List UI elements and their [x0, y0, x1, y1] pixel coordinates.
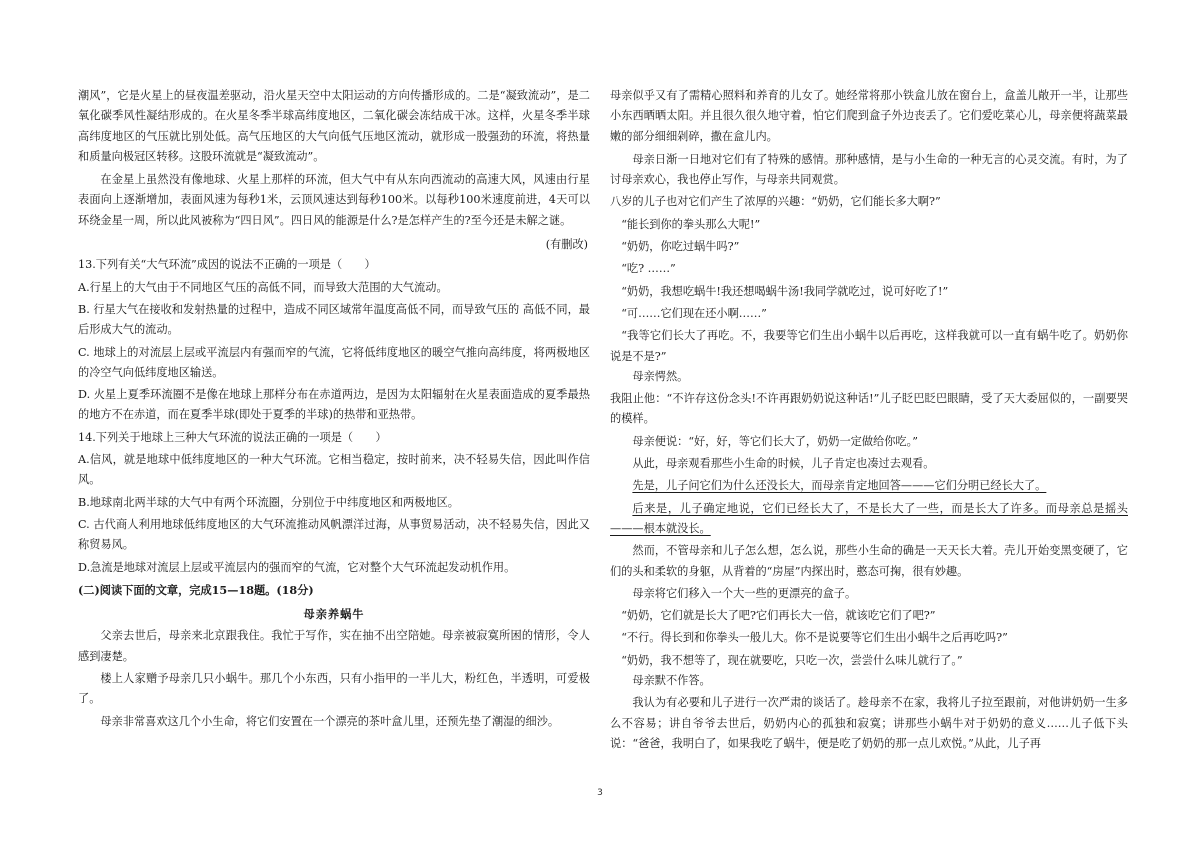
question-stem: 14.下列关于地球上三种大气环流的说法正确的一项是（ ）	[78, 430, 387, 444]
article-paragraph: 母亲便说：“好，好，等它们长大了，奶奶一定做给你吃。”	[632, 434, 918, 448]
dialogue-line: “奶奶，我不想等了，现在就要吃，只吃一次，尝尝什么味儿就行了。”	[621, 653, 963, 667]
underlined-sentence: 后来是，儿子确定地说，它们已经长大了，不是长大了一些，而是长大了许多。而母亲总是摇头———根本就没长。	[610, 501, 1128, 535]
option-c: C. 地球上的对流层上层或平流层内有强而窄的气流，它将低纬度地区的暖空气推向高纬度，将两极地区的冷空气向低纬度地区输送。	[78, 345, 590, 379]
article-paragraph: 父亲去世后，母亲来北京跟我住。我忙于写作，实在抽不出空陪她。母亲被寂寞所困的情形，令人感到凄楚。	[78, 629, 590, 663]
right-column	[610, 86, 1128, 754]
dialogue-line: “吃? ……”	[621, 262, 676, 276]
dialogue-line: “可……它们现在还小啊……”	[621, 306, 767, 320]
option-a: A.信风，就是地球中低纬度地区的一种大气环流。它相当稳定，按时前来，决不轻易失信，因此叫作信风。	[78, 453, 590, 487]
article-title: 母亲养蜗牛	[303, 607, 365, 622]
article-paragraph: 我认为有必要和儿子进行一次严肃的谈话了。趁母亲不在家，我将儿子拉至跟前，对他讲奶奶一生多么不容易；讲自爷爷去世后，奶奶内心的孤独和寂寞；讲那些小蜗牛对于奶奶的意义……儿子低下头说：“爸爸，我明白了，如果我吃了蜗牛，便是吃了奶奶的那一点儿欢悦。”从此，儿子再	[610, 696, 1128, 750]
page-number: 3	[597, 788, 603, 798]
article-paragraph: 母亲愕然。	[632, 369, 689, 383]
article-paragraph: 母亲非常喜欢这几个小生命，将它们安置在一个漂亮的茶叶盒儿里，还预先垫了潮湿的细沙。	[100, 714, 560, 728]
dialogue-line: “奶奶，我想吃蜗牛!我还想喝蜗牛汤!我同学就吃过，说可好吃了!”	[621, 284, 949, 298]
option-c: C. 古代商人利用地球低纬度地区的大气环流推动风帆漂洋过海，从事贸易活动，决不轻易失信，因此又称贸易风。	[78, 517, 590, 552]
dialogue-line: “不行。得长到和你拳头一般儿大。你不是说要等它们生出小蜗牛之后再吃吗?”	[621, 631, 1008, 645]
dialogue-line: “能长到你的拳头那么大呢!”	[621, 217, 761, 231]
article-paragraph: 母亲默不作答。	[632, 674, 711, 688]
article-paragraph: 母亲将它们移入一个大一些的更漂亮的盒子。	[632, 586, 857, 600]
article-paragraph: 我阻止他：“不许存这份念头!不许再跟奶奶说这种话!”儿子眨巴眨巴眼睛，受了天大委屈似的，一副要哭的模样。	[610, 392, 1128, 426]
option-d: D.急流是地球对流层上层或平流层内的强而窄的气流，它对整个大气环流起发动机作用。	[78, 560, 516, 574]
source-note: (有删改)	[545, 238, 588, 252]
dialogue-line: “奶奶，它们就是长大了吧?它们再长大一倍，就该吃它们了吧?”	[621, 609, 936, 623]
section-heading: (二)阅读下面的文章，完成15—18题。(18分)	[78, 582, 314, 597]
option-b: B. 行星大气在接收和发射热量的过程中，造成不同区域常年温度高低不同，而导致气压的 高低不同，最后形成大气的流动。	[78, 302, 590, 337]
passage-paragraph: 潮风”，它是火星上的昼夜温差驱动，沿火星天空中太阳运动的方向传播形成的。二是“凝致流动”，是二氧化碳季风性凝结形成的。在火星冬季半球高纬度地区，二氧化碳会冻结成干冰。这样，火星冬季半球高纬度地区的气压就比别处低。高气压地区的大气向低气压地区流动，就形成一股强劲的环流，将热量和质量向极冠区转移。这股环流就是“凝致流动”。	[78, 89, 590, 163]
passage-paragraph: 在金星上虽然没有像地球、火星上那样的环流，但大气中有从东向西流动的高速大风，风速由行星表面向上逐渐增加，表面风速为每秒1米，云顶风速达到每秒100米。以每秒100米速度前进，4天可以环绕金星一周，所以此风被称为“四日风”。四日风的能源是什么?是怎样产生的?至今还是未解之谜。	[78, 173, 590, 227]
article-paragraph: 从此，母亲观看那些小生命的时候，儿子肯定也凑过去观看。	[632, 457, 935, 471]
article-paragraph: 楼上人家赠予母亲几只小蜗牛。那几个小东西，只有小指甲的一半儿大，粉红色，半透明，可爱极了。	[78, 672, 590, 706]
article-paragraph: 母亲日渐一日地对它们有了特殊的感情。那种感情，是与小生命的一种无言的心灵交流。有时，为了讨母亲欢心，我也停止写作，与母亲共同观赏。	[610, 152, 1128, 187]
article-paragraph: 八岁的儿子也对它们产生了浓厚的兴趣：“奶奶，它们能长多大啊?”	[610, 195, 941, 209]
option-b: B.地球南北两半球的大气中有两个环流圈，分别位于中纬度地区和两极地区。	[78, 495, 459, 509]
question-stem: 13.下列有关“大气环流”成因的说法不正确的一项是（ ）	[78, 258, 376, 272]
dialogue-line: “奶奶，你吃过蜗牛吗?”	[621, 240, 740, 254]
article-paragraph: 母亲似乎又有了需精心照料和养育的儿女了。她经常将那小铁盒儿放在窗台上，盒盖儿敞开一半，让那些小东西晒晒太阳。并且很久很久地守着，怕它们爬到盒子外边丧丢了。它们爱吃菜心儿，母亲便将蔬菜最嫩的部分细细剁碎，撒在盒儿内。	[610, 89, 1128, 143]
option-a: A.行星上的大气由于不同地区气压的高低不同，而导致大范围的大气流动。	[78, 280, 448, 294]
option-d: D. 火星上夏季环流圈不是像在地球上那样分布在赤道两边，是因为太阳辐射在火星表面造成的夏季最热的地方不在赤道，而在夏季半球(即处于夏季的半球)的热带和亚热带。	[78, 388, 590, 422]
dialogue-line: “我等它们长大了再吃。不，我要等它们生出小蜗牛以后再吃，这样我就可以一直有蜗牛吃了。奶奶你说是不是?”	[610, 329, 1128, 363]
left-column	[78, 86, 590, 732]
article-paragraph: 然而，不管母亲和儿子怎么想，怎么说，那些小生命的确是一天天长大着。壳儿开始变黑变硬了，它们的头和柔软的身躯，从背着的“房屋”内探出时，憨态可掬，很有妙趣。	[610, 544, 1128, 578]
underlined-sentence: 先是，儿子问它们为什么还没长大，而母亲肯定地回答———它们分明已经长大了。	[632, 479, 1047, 493]
